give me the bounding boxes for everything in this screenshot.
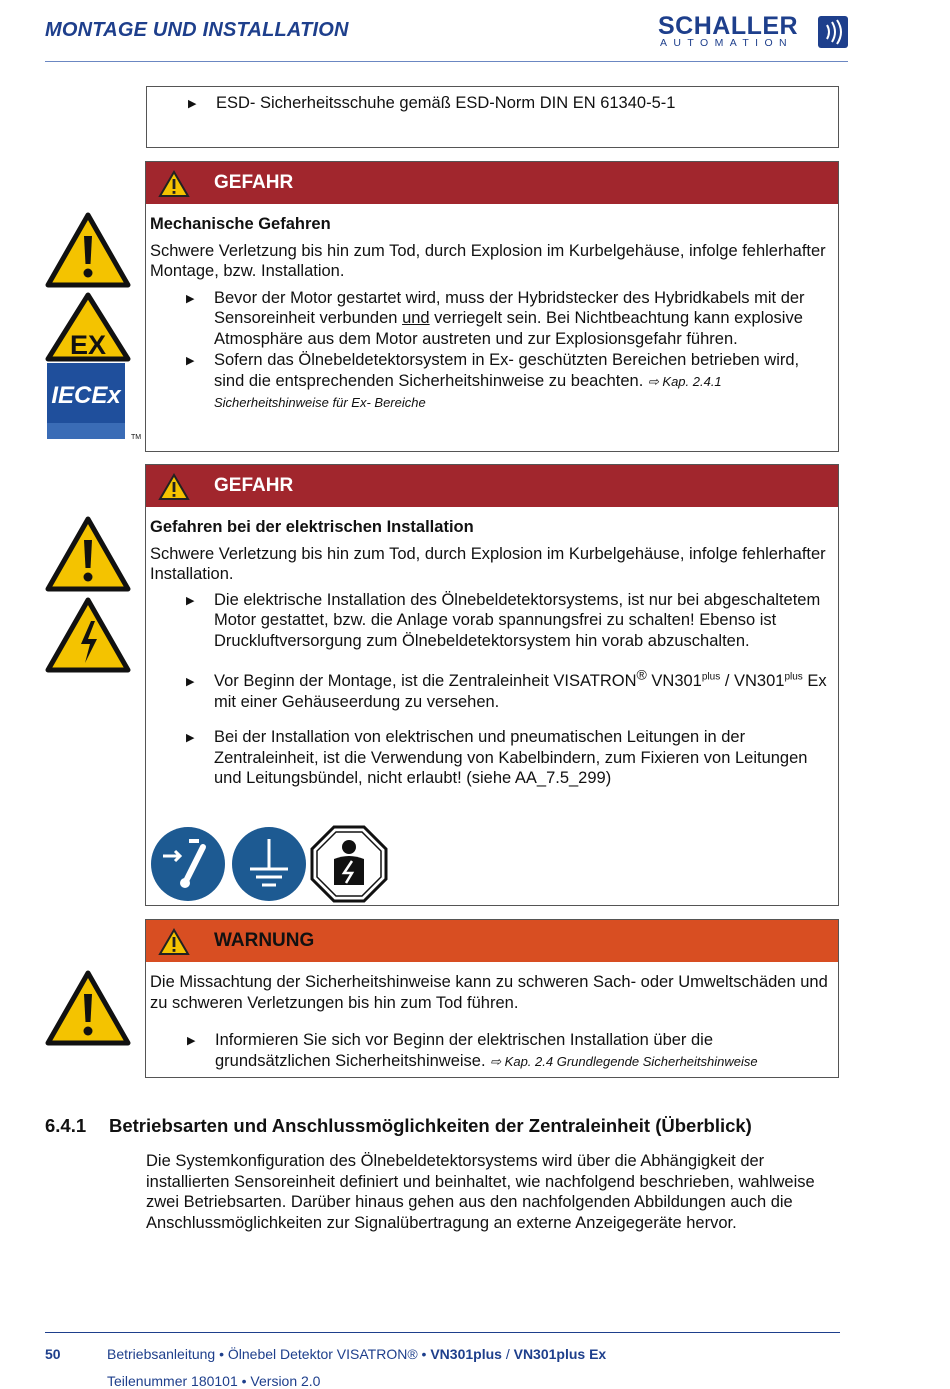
chapter-reference: ⇨ Kap. 2.4 Grundlegende Sicherheitshinweise <box>490 1053 758 1069</box>
warning-triangle-icon <box>158 170 190 198</box>
footer-rule <box>45 1332 840 1333</box>
list-item <box>150 590 830 652</box>
bullet-triangle-icon: ▶ <box>186 676 195 688</box>
list-item <box>150 1030 830 1072</box>
warning-body <box>150 972 830 1072</box>
disconnect-before-work-sign-icon <box>149 825 227 903</box>
warning-text: Die Missachtung der Sicherheitshinweise kann zu schweren Sach- oder Umweltschäden und zu schweren Verletzungen bis hin zum Tod führen. <box>150 973 828 1012</box>
list-item <box>150 727 830 789</box>
danger-title: Gefahren bei der elektrischen Installation <box>150 518 474 536</box>
section-heading <box>45 1115 752 1137</box>
danger-box-electrical <box>145 464 839 906</box>
earthing-sign-icon <box>230 825 308 903</box>
page-number: 50 <box>45 1346 61 1362</box>
danger-body <box>150 517 830 789</box>
logo-name: SCHALLER <box>658 12 799 40</box>
list-item <box>150 288 830 350</box>
danger-header <box>146 162 838 204</box>
chapter-reference: ⇨ Kap. 2.4.1 Sicherheitshinweise für Ex- Bereiche <box>214 373 722 410</box>
general-warning-sign-icon <box>45 516 131 592</box>
ppe-item-text: ESD- Sicherheitsschuhe gemäß ESD-Norm DIN EN 61340-5-1 <box>216 94 676 112</box>
section-paragraph: Die Systemkonfiguration des Ölnebeldetektorsystems wird über die Abhängigkeit der installierten Sensoreinheit definiert und beinhaltet, wie nachfolgend beschrieben, wahlweise zwei Betriebsarten. Darüber hinaus gehen aus den nachfolgenden Abbildungen auch die Anschlussmöglichkeiten zur Signalübertragung an externe Anzeigegeräte hervor. <box>146 1152 815 1232</box>
list-item <box>150 350 830 414</box>
ppe-box <box>146 86 839 148</box>
danger-text: Schwere Verletzung bis hin zum Tod, durch Explosion im Kurbelgehäuse, infolge fehlerhafter Montage, bzw. Installation. <box>150 241 826 280</box>
general-warning-sign-icon <box>45 970 131 1046</box>
bullet-triangle-icon: ▶ <box>186 292 195 305</box>
list-item <box>150 666 830 712</box>
bullet-text: Bei der Installation von elektrischen und pneumatischen Leitungen in der Zentraleinheit, ist die Verwendung von Kabelbindern, zum Fixieren von Leitungen und Leitungsbündel, nicht erlaubt! (siehe AA_7.5_299) <box>214 728 808 787</box>
iecex-label: IECEx <box>51 382 121 409</box>
danger-box-mechanical <box>145 161 839 452</box>
ex-label: EX <box>69 330 107 360</box>
bullet-triangle-icon: ▶ <box>186 594 195 607</box>
electrical-hazard-sign-icon <box>45 597 131 673</box>
bullet-triangle-icon: ▶ <box>186 732 195 744</box>
bullet-triangle-icon: ▶ <box>187 1035 196 1047</box>
section-title: Betriebsarten und Anschlussmöglichkeiten der Zentraleinheit (Überblick) <box>109 1115 752 1136</box>
danger-title: Mechanische Gefahren <box>150 215 331 233</box>
logo-sub: AUTOMATION <box>660 37 794 49</box>
danger-label: GEFAHR <box>214 172 294 193</box>
warning-header <box>146 920 838 962</box>
trademark-label: TM <box>131 434 141 441</box>
logo-wave-icon <box>818 16 848 48</box>
warning-triangle-icon <box>158 928 190 956</box>
section-number: 6.4.1 <box>45 1115 87 1136</box>
qualified-electrician-sign-icon <box>310 825 388 903</box>
company-logo <box>658 12 850 51</box>
bullet-triangle-icon: ▶ <box>186 355 195 367</box>
footer-part-number: Teilenummer 180101 • Version 2.0 <box>107 1373 321 1389</box>
general-warning-sign-icon <box>45 212 131 288</box>
warning-triangle-icon <box>158 473 190 501</box>
danger-header <box>146 465 838 507</box>
ex-warning-sign-icon <box>45 292 131 362</box>
warning-label: WARNUNG <box>214 930 315 951</box>
iecex-logo-icon <box>47 363 141 443</box>
bullet-text: Die elektrische Installation des Ölnebeldetektorsystems, ist nur bei abgeschaltetem Motor gestattet, bzw. die Anlage vorab spannungsfrei zu schalten! Ebenso ist Druckluftversorgung zum Ölnebeldetektorsystem hin vorab abzuschalten. <box>214 590 821 650</box>
bullet-text: Bevor der Motor gestartet wird, muss der Hybridstecker des Hybridkabels mit der Sensoreinheit verbunden und verriegelt sein. Bei Nichtbeachtung kann explosive Atmosphäre aus dem Motor austreten und zur Explosionsgefahr führen. <box>214 288 805 348</box>
danger-label: GEFAHR <box>214 475 294 496</box>
bullet-text: Sofern das Ölnebeldetektorsystem in Ex- geschützten Bereichen betrieben wird, sind die entsprechenden Sicherheitshinweise zu beachten. ⇨ Kap. 2.4.1 Sicherheitshinweise für Ex- Bereiche <box>214 351 800 410</box>
danger-text: Schwere Verletzung bis hin zum Tod, durch Explosion im Kurbelgehäuse, infolge fehlerhafter Installation. <box>150 544 826 583</box>
list-item <box>188 93 675 115</box>
bullet-text: Informieren Sie sich vor Beginn der elektrischen Installation über die grundsätzlichen Sicherheitshinweise. ⇨ Kap. 2.4 Grundlegende Sicherheitshinweise <box>215 1031 758 1070</box>
warning-box <box>145 919 839 1078</box>
footer-document-title: Betriebsanleitung • Ölnebel Detektor VISATRON® • VN301plus / VN301plus Ex <box>107 1346 607 1362</box>
page-header-title: MONTAGE UND INSTALLATION <box>45 19 349 41</box>
header-rule <box>45 61 848 62</box>
danger-body <box>150 214 830 414</box>
bullet-text: Vor Beginn der Montage, ist die Zentraleinheit VISATRON® $VN301^{plus} / VN301^{plus}$ Ex mit einer Gehäuseerdung zu versehen. <box>214 666 827 711</box>
bullet-triangle-icon: ▶ <box>188 98 197 110</box>
